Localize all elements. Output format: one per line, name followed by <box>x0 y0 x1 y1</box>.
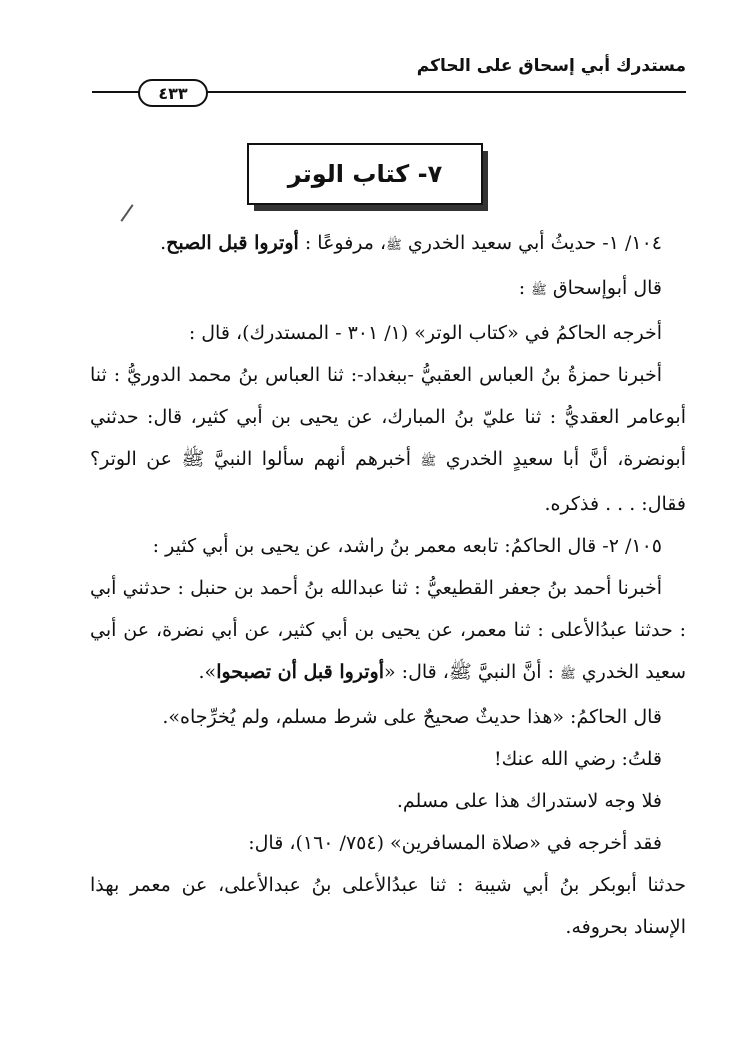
paragraph-isnad-2 <box>90 567 686 696</box>
paragraph-muslim-reference <box>90 822 686 864</box>
text-run: أخبرنا حمزةُ بنُ العباس العقبيُّ -ببغداد-: ثنا العباس بنُ محمد الدوريُّ : ثنا أبوعامر العقديُّ : ثنا عليّ بنُ المبارك، عن يحيى بن أبي كثير، قال: حدثني أبونضرة، أنَّ أبا سعيدٍ الخدري <box>90 364 687 470</box>
paragraph-hakim-citation <box>90 312 686 354</box>
text-run: أخبرهم أنهم سألوا النبيَّ ﷺ عن الوتر؟ فقال: . . . فذكره. <box>90 448 686 515</box>
text-run: : أنَّ النبيَّ ﷺ، قال: « <box>384 661 561 683</box>
text-run: فلا وجه لاستدراك هذا على مسلم. <box>396 790 662 812</box>
honorific-glyph: ﷺ <box>386 238 402 253</box>
paragraph-hakim-verdict <box>90 696 686 738</box>
honorific-glyph: ﷺ <box>560 667 576 682</box>
text-run: قال أبوإسحاق <box>546 277 662 299</box>
page-number: ٤٣٣ <box>138 79 208 107</box>
hadith-matn: أوتروا قبل أن تصبحوا <box>216 661 385 683</box>
text-run: ، مرفوعًا : <box>298 232 387 254</box>
paragraph-abu-ishaq-said <box>90 267 686 312</box>
text-run: ». <box>198 661 217 683</box>
running-title: مستدرك أبي إسحاق على الحاكم <box>416 56 686 76</box>
text-run: قال الحاكمُ: «هذا حديثٌ صحيحٌ على شرط مسلم، ولم يُخرِّجاه». <box>162 706 662 728</box>
body-text <box>90 222 686 948</box>
text-run: . <box>160 232 167 254</box>
paragraph-isnad-3 <box>90 864 686 948</box>
paragraph-hadith-105 <box>90 525 686 567</box>
text-run: ١٠٤/ ١- حديثُ أبي سعيد الخدري <box>401 232 662 254</box>
honorific-glyph: ﷺ <box>420 454 437 469</box>
text-run: أخرجه الحاكمُ في «كتاب الوتر» (١/ ٣٠١ - المستدرك)، قال : <box>188 322 662 344</box>
stray-pen-mark <box>120 204 133 222</box>
text-run: : <box>518 277 532 299</box>
text-run: أخبرنا أحمد بنُ جعفر القطيعيُّ : ثنا عبدالله بنُ أحمد بن حنبل : حدثني أبي : حدثنا عبدُالأعلى : ثنا معمر، عن يحيى بن أبي كثير، عن أبي نضرة، عن أبي سعيد الخدري <box>90 577 686 683</box>
paragraph-hadith-104 <box>90 222 686 267</box>
text-run: حدثنا أبوبكر بنُ أبي شيبة : ثنا عبدُالأعلى بنُ عبدالأعلى، عن معمر بهذا الإسناد بحروفه. <box>90 874 686 938</box>
text-run: ١٠٥/ ٢- قال الحاكمُ: تابعه معمر بنُ راشد، عن يحيى بن أبي كثير : <box>152 535 662 557</box>
paragraph-author-note <box>90 738 686 780</box>
paragraph-isnad-1 <box>90 354 686 525</box>
hadith-matn: أوتروا قبل الصبح <box>166 232 299 254</box>
text-run: قلتُ: رضي الله عنك! <box>494 748 662 770</box>
chapter-title: ٧- كتاب الوتر <box>247 143 483 205</box>
honorific-glyph: ﷺ <box>531 283 547 298</box>
paragraph-no-istidrak <box>90 780 686 822</box>
text-run: فقد أخرجه في «صلاة المسافرين» (٧٥٤/ ١٦٠)، قال: <box>248 832 662 854</box>
